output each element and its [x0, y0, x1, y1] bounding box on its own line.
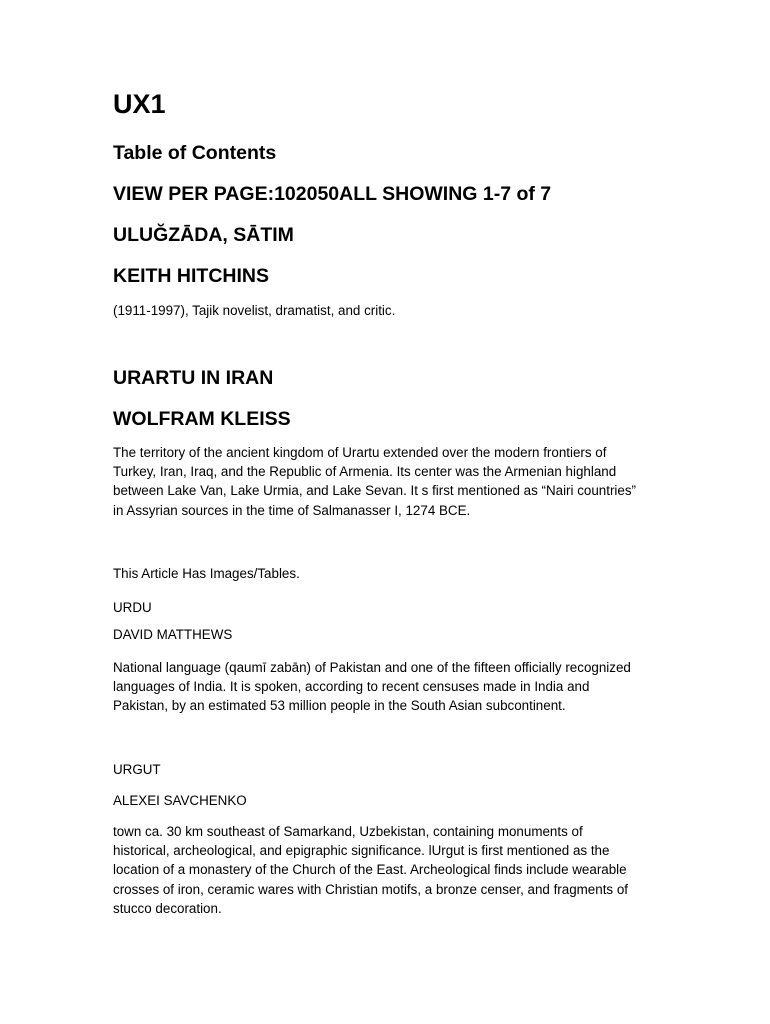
entry-title-uluzada[interactable]: ULUĞZĀDA, SĀTIM	[113, 224, 294, 246]
summary-line: National language (qaumī zabān) of Pakistan and one of the fifteen officially recognized	[113, 660, 631, 675]
entry-summary-urdu	[113, 658, 673, 716]
entry-author-matthews: DAVID MATTHEWS	[113, 627, 233, 642]
summary-line: town ca. 30 km southeast of Samarkand, Uzbekistan, containing monuments of	[113, 824, 583, 839]
summary-line: in Assyrian sources in the time of Salmanasser I, 1274 BCE.	[113, 502, 471, 518]
entry-title-urgut[interactable]: URGUT	[113, 762, 161, 777]
entry-author-kleiss: WOLFRAM KLEISS	[113, 408, 291, 430]
summary-line: crosses of iron, ceramic wares with Christian motifs, a bronze censer, and fragments of	[113, 881, 629, 897]
summary-line: location of a monastery of the Church of the East. Archeological finds include wearable	[113, 862, 627, 878]
view-per-page-heading: VIEW PER PAGE:102050ALL SHOWING 1-7 of 7	[113, 183, 552, 205]
summary-line: between Lake Van, Lake Urmia, and Lake Sevan. It s first mentioned as “Nairi countries”	[113, 483, 636, 499]
entry-title-urdu[interactable]: URDU	[113, 600, 152, 615]
entry-title-urartu[interactable]: URARTU IN IRAN	[113, 367, 274, 389]
entry-note-images: This Article Has Images/Tables.	[113, 566, 300, 581]
summary-line: Pakistan, by an estimated 53 million people in the South Asian subcontinent.	[113, 698, 566, 714]
toc-heading: Table of Contents	[113, 142, 277, 164]
summary-line: Turkey, Iran, Iraq, and the Republic of Armenia. Its center was the Armenian highland	[113, 464, 617, 480]
entry-summary-uluzada: (1911-1997), Tajik novelist, dramatist, and critic.	[113, 303, 396, 318]
summary-line: The territory of the ancient kingdom of Urartu extended over the modern frontiers of	[113, 445, 607, 460]
summary-line: historical, archeological, and epigraphic significance. lUrgut is first mentioned as the	[113, 843, 610, 859]
entry-summary-urartu	[113, 443, 673, 520]
document-title: UX1	[113, 89, 166, 119]
summary-line: languages of India. It is spoken, according to recent censuses made in India and	[113, 679, 590, 695]
summary-line: stucco decoration.	[113, 900, 222, 916]
entry-summary-urgut	[113, 822, 673, 918]
entry-author-savchenko: ALEXEI SAVCHENKO	[113, 793, 247, 808]
entry-author-hitchins: KEITH HITCHINS	[113, 265, 269, 287]
